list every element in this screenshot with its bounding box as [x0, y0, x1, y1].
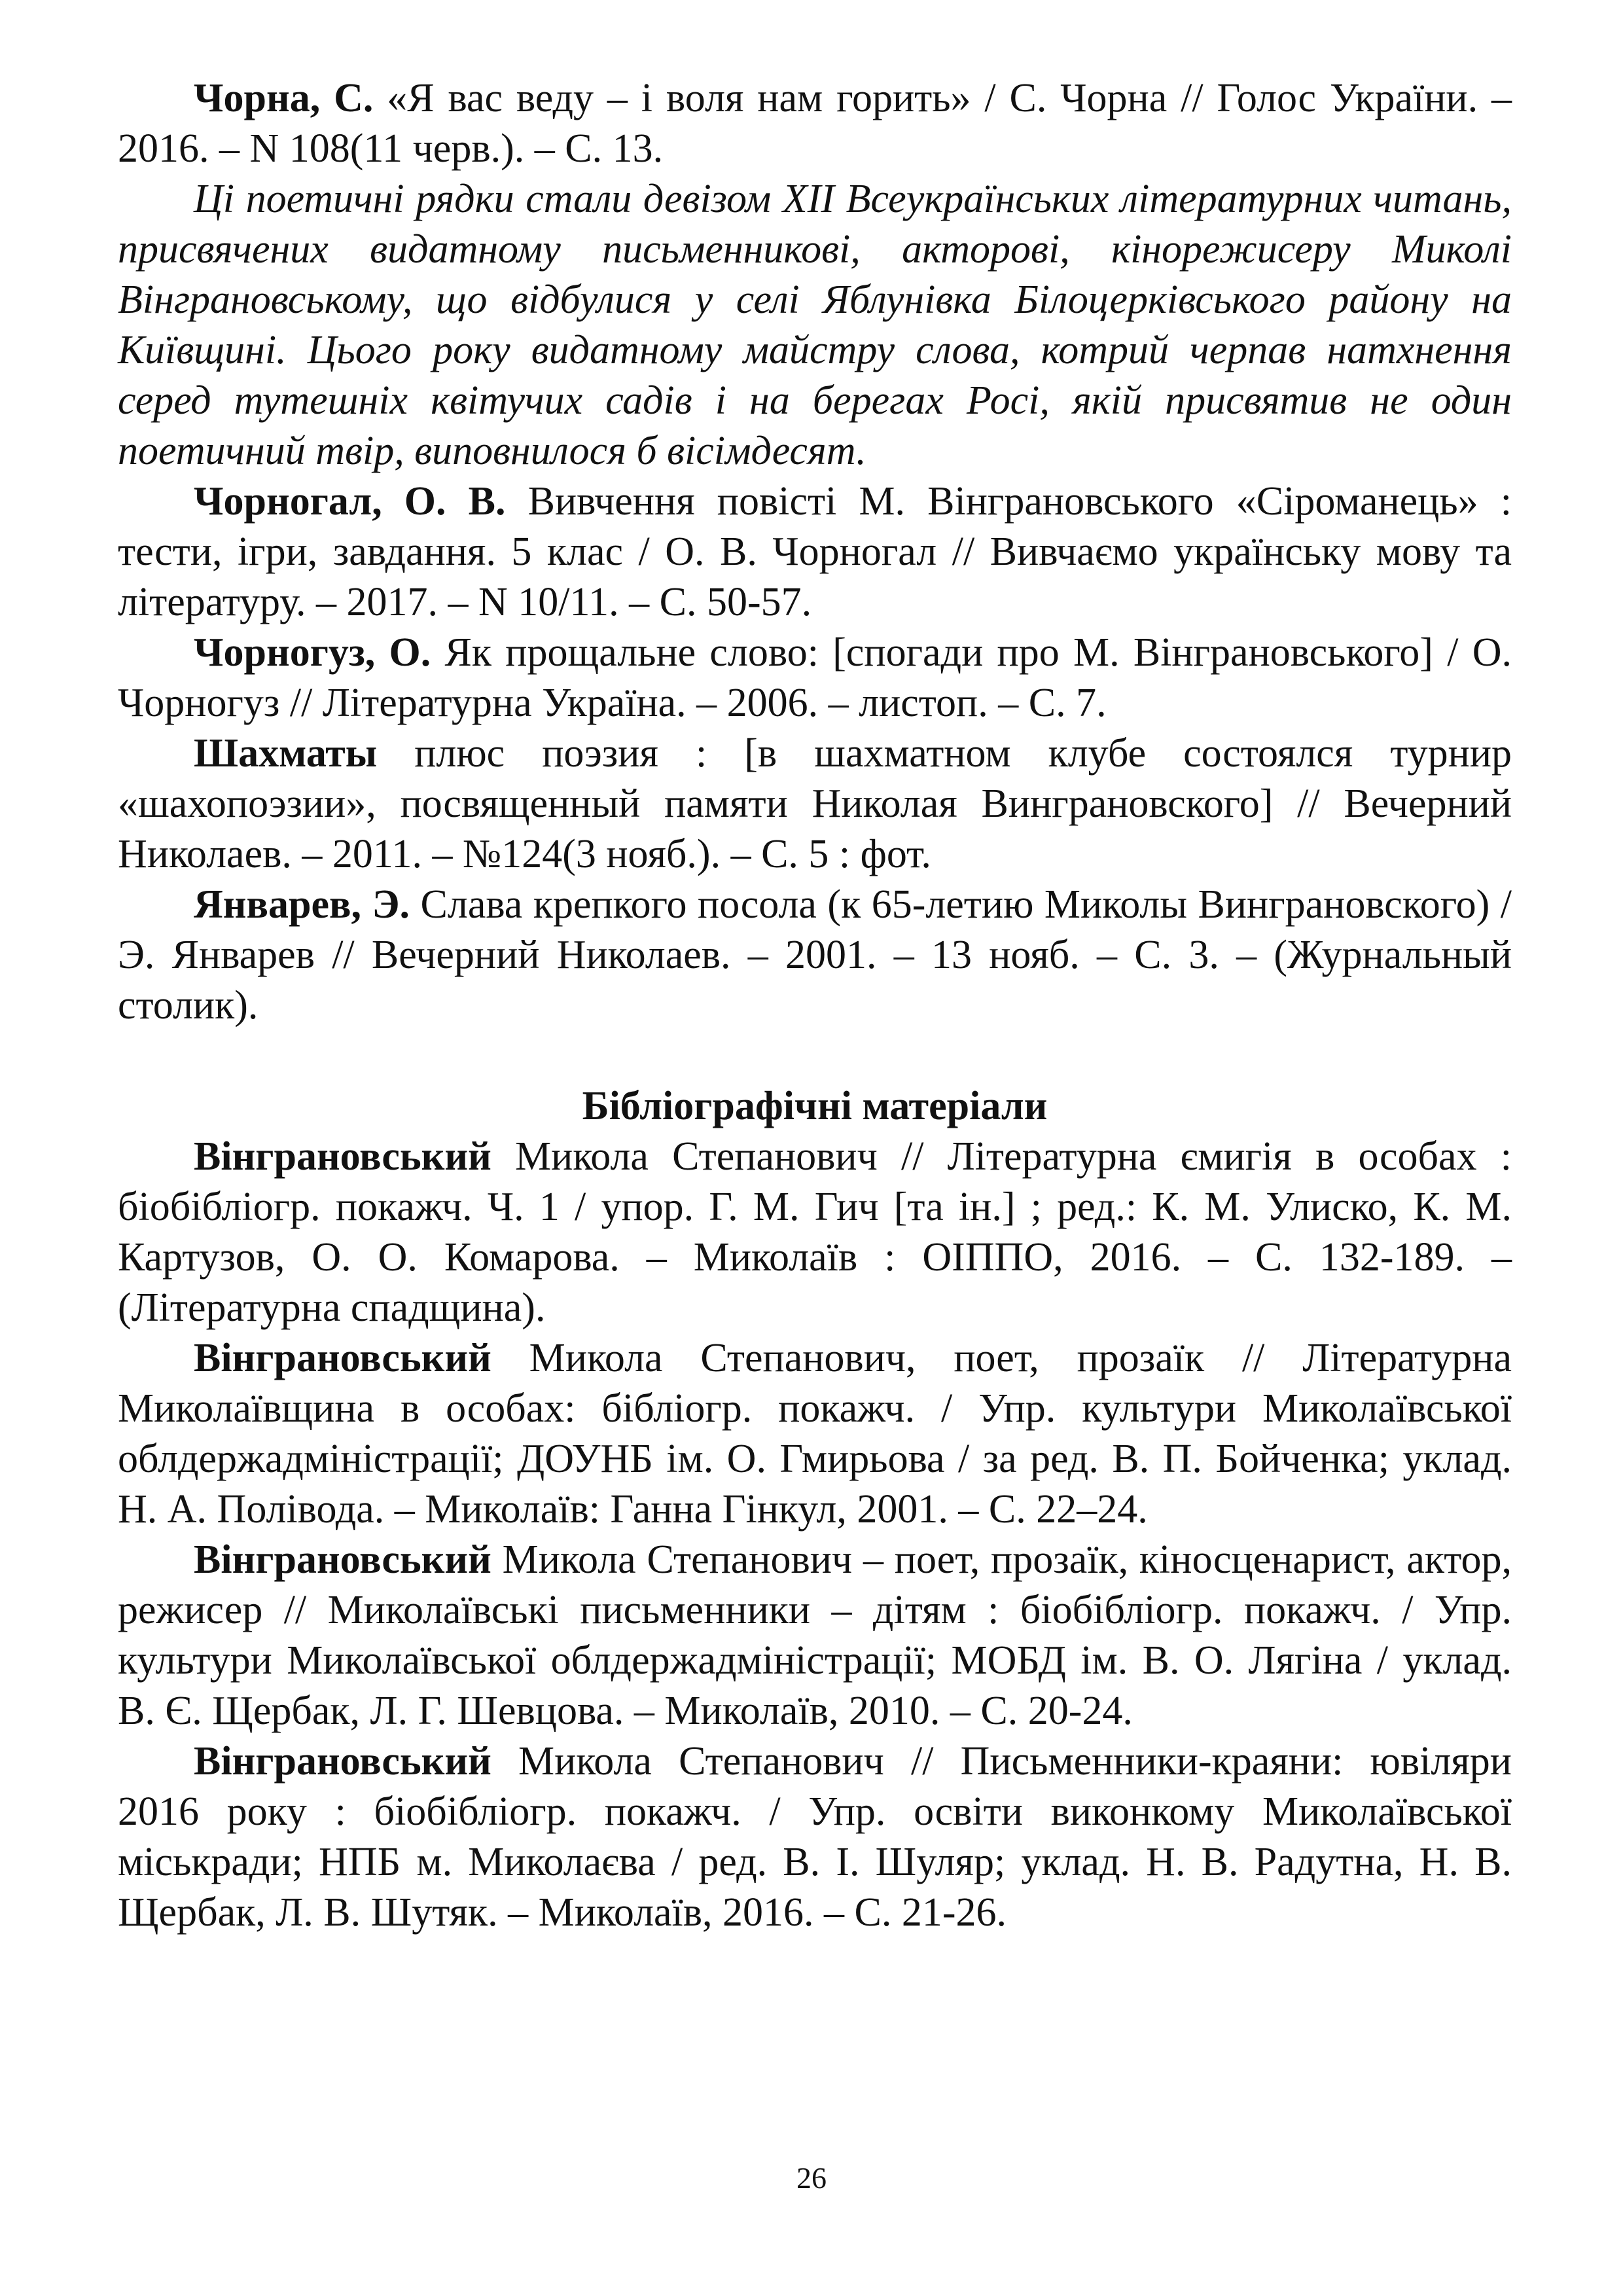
bibliography-entry	[118, 880, 1512, 1031]
entry-text: Микола Степанович, поет, прозаїк // Літературна Миколаївщина в особах: бібліогр. покажч. / Упр. культури Миколаївської облдержадміністрації; ДОУНБ ім. О. Гмирьова / за ред. В. П. Бойченка; уклад. Н. А. Полівода. – Миколаїв: Ганна Гінкул, 2001. – С. 22–24.	[118, 1336, 1512, 1532]
entry-text: плюс поэзия : [в шахматном клубе состоялся турнир «шахопоэзии», посвященный памяти Николая Винграновского] // Вечерний Николаев. – 2011. – №124(3 нояб.). – С. 5 : фот.	[118, 731, 1512, 876]
bibliographic-material-entry	[118, 1736, 1512, 1938]
entry-text: Слава крепкого посола (к 65-летию Миколы Винграновского) / Э. Январев // Вечерний Николаев. – 2001. – 13 нояб. – С. 3. – (Журнальный столик).	[118, 882, 1512, 1028]
entry-text: «Я вас веду – і воля нам горить» / С. Чорна // Голос України. – 2016. – N 108(11 черв.). – С. 13.	[118, 76, 1512, 171]
entry-author: Вінграновський	[194, 1134, 491, 1179]
bibliography-entry	[118, 728, 1512, 880]
bibliographic-material-entry	[118, 1535, 1512, 1736]
bibliographic-material-entry	[118, 1132, 1512, 1333]
entry-text: Микола Степанович – поет, прозаїк, кіносценарист, актор, режисер // Миколаївські письменники – дітям : біобібліогр. покажч. / Упр. культури Миколаївської облдержадміністрації; МОБД ім. В. О. Лягіна / уклад. В. Є. Щербак, Л. Г. Шевцова. – Миколаїв, 2010. – С. 20-24.	[118, 1537, 1512, 1733]
entry-author: Вінграновський	[194, 1739, 491, 1784]
entry-text: Як прощальне слово: [спогади про М. Вінграновського] / О. Чорногуз // Літературна Україна. – 2006. – листоп. – С. 7.	[118, 630, 1512, 725]
entry-text: Микола Степанович // Літературна ємигія в особах : біобібліогр. покажч. Ч. 1 / упор. Г. М. Гич [та ін.] ; ред.: К. М. Улиско, К. М. Картузов, О. О. Комарова. – Миколаїв : ОІППО, 2016. – С. 132-189. – (Літературна спадщина).	[118, 1134, 1512, 1330]
bibliography-entry	[118, 73, 1512, 174]
entry-author: Вінграновський	[194, 1336, 491, 1380]
entry-author: Январев, Э.	[194, 882, 410, 927]
entry-author: Шахматы	[194, 731, 378, 776]
entry-author: Чорногуз, О.	[194, 630, 431, 675]
entry-text: Микола Степанович // Письменники-краяни: ювіляри 2016 року : біобібліогр. покажч. / Упр. освіти виконкому Миколаївської міськради; НПБ м. Миколаєва / ред. В. І. Шуляр; уклад. Н. В. Радутна, Н. В. Щербак, Л. В. Шутяк. – Миколаїв, 2016. – С. 21-26.	[118, 1739, 1512, 1935]
entry-text: Вивчення повісті М. Вінграновського «Сіроманець» : тести, ігри, завдання. 5 клас / О. В. Чорногал // Вивчаємо українську мову та літературу. – 2017. – N 10/11. – С. 50-57.	[118, 479, 1512, 624]
bibliographic-material-entry	[118, 1333, 1512, 1535]
document-page	[118, 73, 1512, 1938]
page-number: 26	[796, 2161, 827, 2195]
entry-author: Чорногал, О. В.	[194, 479, 506, 524]
entry-annotation: Ці поетичні рядки стали девізом XII Всеукраїнських літературних читань, присвячених видатному письменникові, акторові, кінорежисеру Миколі Вінграновському, що відбулися у селі Яблунівка Білоцерківського району на Київщині. Цього року видатному майстру слова, котрий черпав натхнення серед тутешніх квітучих садів і на берегах Росі, якій присвятив не один поетичний твір, виповнилося б вісімдесят.	[118, 177, 1512, 473]
entry-author: Вінграновський	[194, 1537, 491, 1582]
bibliography-entry	[118, 628, 1512, 728]
entry-author: Чорна, С.	[194, 76, 374, 120]
bibliography-entry	[118, 476, 1512, 628]
section-heading: Бібліографічні матеріали	[582, 1084, 1048, 1128]
